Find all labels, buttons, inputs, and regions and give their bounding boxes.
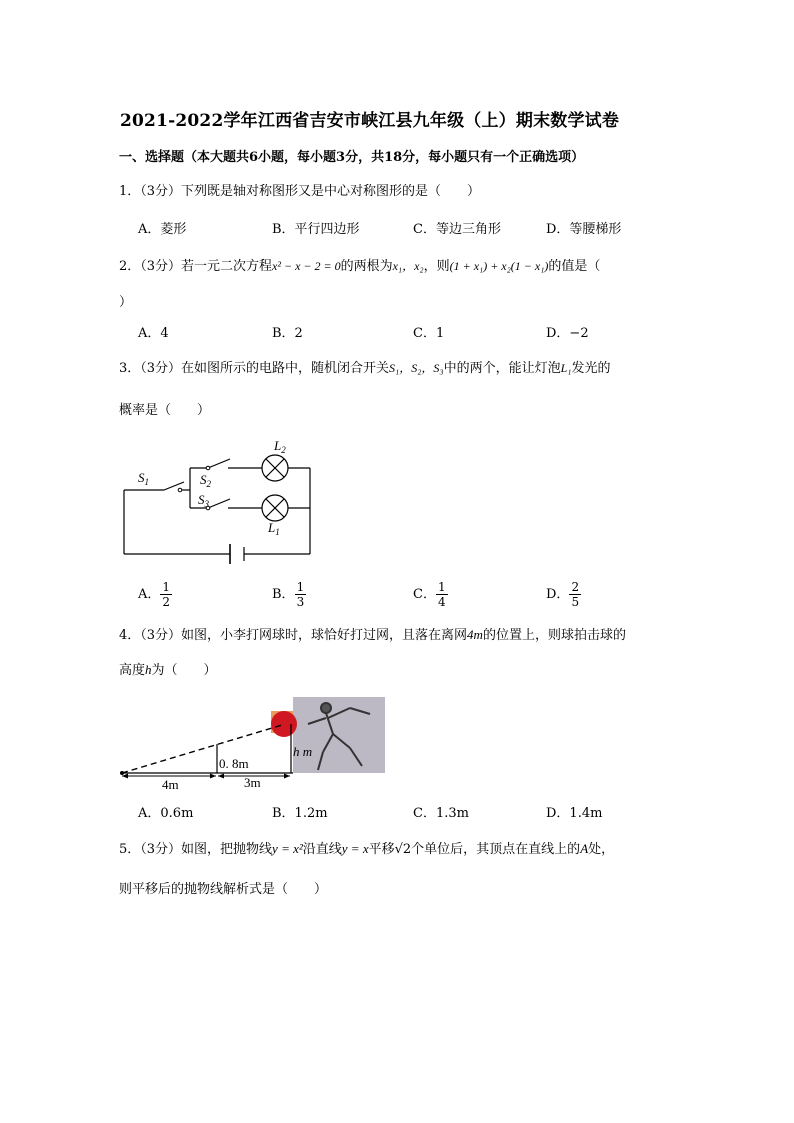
q2-suffix: 的值是（ (548, 259, 601, 274)
fraction: $\frac{1}{2}$ (162, 580, 171, 609)
q3-switches: S₁，S₂，S₃ (389, 361, 444, 375)
question-2-line2: ） (119, 295, 133, 310)
q2-roots: x₁，x₂ (392, 259, 424, 273)
label-l1: $L_1$ (268, 520, 280, 537)
fraction: $\frac{1}{4}$ (437, 580, 446, 609)
label-s1: $S_1$ (138, 470, 149, 487)
q3-bulb: L₁ (560, 361, 572, 375)
question-3-line2: 概率是（ ） (119, 403, 211, 418)
q2-mid1: 的两根为 (340, 259, 393, 274)
q1-option-a: A．菱形 (138, 222, 187, 237)
q2-mid2: ，则 (423, 259, 450, 274)
q2-equation: x² − x − 2 = 0 (272, 259, 341, 273)
q5-parabola: y = x² (272, 841, 303, 856)
label-net-height: 0. 8m (219, 756, 249, 771)
label-3m: 3m (244, 775, 261, 790)
q4-option-b: B．1.2m (272, 806, 328, 821)
q5-point: A (580, 841, 589, 856)
question-3-stem (119, 357, 610, 376)
question-1-stem: 1．（3分）下列既是轴对称图形又是中心对称图形的是（ ） (119, 184, 481, 199)
q4-line1: 4．（3分）如图，小李打网球时，球恰好打过网，且落在离网 (119, 628, 468, 643)
section-heading: 一、选择题（本大题共6小题，每小题3分，共18分，每小题只有一个正确选项） (119, 150, 585, 165)
q3-option-d: D． $\frac{2}{5}$ (546, 580, 580, 609)
q2-option-d: D．−2 (546, 326, 589, 341)
q4-option-a: A．0.6m (138, 806, 194, 821)
tennis-diagram (118, 694, 388, 794)
q3-option-a: A． $\frac{1}{2}$ (138, 580, 171, 609)
q2-prefix: 2．（3分）若一元二次方程 (119, 259, 273, 274)
q3-option-c: C． $\frac{1}{4}$ (413, 580, 446, 609)
q1-option-c: C．等边三角形 (413, 222, 501, 237)
q4-option-c: C．1.3m (413, 806, 469, 821)
question-4-stem (119, 624, 626, 643)
label-s3: $S_3$ (198, 492, 209, 509)
label-h: h m (293, 744, 313, 759)
q2-expr: (1 + x₁) + x₂(1 − x₁) (449, 259, 549, 273)
q3-prefix: 3．（3分）在如图所示的电路中，随机闭合开关 (119, 361, 390, 376)
q3-suffix: 发光的 (571, 361, 611, 376)
q4-line1-suffix: 的位置上，则球拍击球的 (482, 628, 626, 643)
fraction: $\frac{2}{5}$ (571, 580, 580, 609)
q2-option-b: B．2 (272, 326, 303, 341)
question-4-line2: 高度h为（ ） (119, 662, 217, 678)
q2-option-c: C．1 (413, 326, 445, 341)
question-5-line2: 则平移后的抛物线解析式是（ ） (119, 882, 328, 897)
q3-mid: 中的两个，能让灯泡 (443, 361, 561, 376)
q4-h: h (145, 662, 152, 677)
q2-option-a: A．4 (138, 326, 169, 341)
q1-option-d: D．等腰梯形 (546, 222, 622, 237)
circuit-diagram (118, 434, 318, 564)
page-title: 2021-2022学年江西省吉安市峡江县九年级（上）期末数学试卷 (120, 111, 620, 131)
label-l2: $L_2$ (274, 438, 286, 455)
q5-line: y = x (341, 841, 369, 856)
player-photo (293, 697, 385, 773)
q4-option-d: D．1.4m (546, 806, 603, 821)
label-s2: $S_2$ (200, 472, 211, 489)
ball-icon (271, 711, 297, 737)
q4-dist: 4m (467, 627, 483, 642)
question-5-stem: 5．（3分）如图，把抛物线y = x²沿直线y = x平移√2个单位后，其顶点在直线上的A处， (119, 841, 615, 857)
fraction: $\frac{1}{3}$ (296, 580, 305, 609)
q3-option-b: B． $\frac{1}{3}$ (272, 580, 305, 609)
label-4m: 4m (162, 777, 179, 792)
q1-option-b: B．平行四边形 (272, 222, 360, 237)
q5-shift: √2 (394, 842, 412, 857)
question-2-stem (119, 255, 600, 274)
